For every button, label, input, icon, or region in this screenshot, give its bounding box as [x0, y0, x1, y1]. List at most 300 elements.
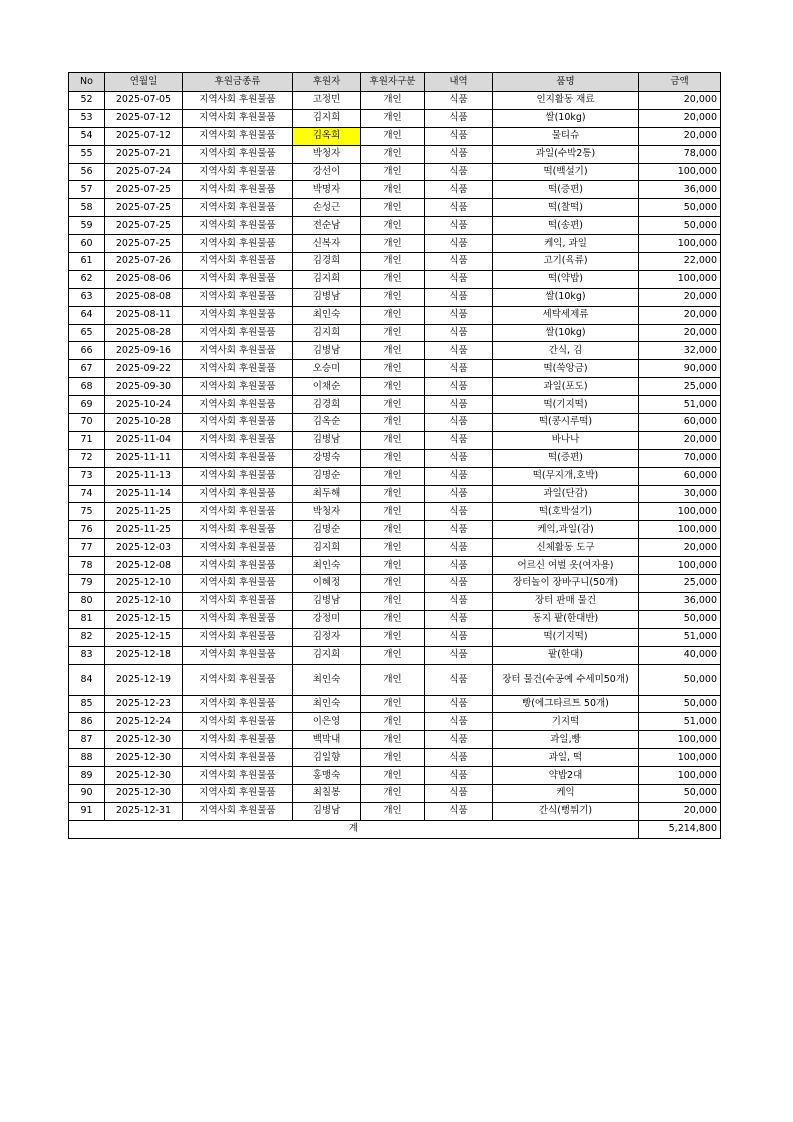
cell-amount: 100,000 [639, 235, 721, 253]
cell-details: 식품 [425, 449, 493, 467]
cell-amount: 36,000 [639, 181, 721, 199]
table-row [69, 360, 721, 378]
cell-donation-type: 지역사회 후원물품 [183, 749, 293, 767]
cell-donor-category: 개인 [361, 784, 425, 802]
table-row [69, 109, 721, 127]
cell-donation-type: 지역사회 후원물품 [183, 557, 293, 575]
cell-details: 식품 [425, 731, 493, 749]
header-item-name: 품명 [493, 73, 639, 92]
cell-donation-type: 지역사회 후원물품 [183, 396, 293, 414]
header-date: 연월일 [105, 73, 183, 92]
cell-amount: 30,000 [639, 485, 721, 503]
cell-donor-category: 개인 [361, 163, 425, 181]
table-row [69, 557, 721, 575]
cell-item-name: 바나나 [493, 431, 639, 449]
cell-donor-category: 개인 [361, 109, 425, 127]
cell-donor: 이은영 [293, 713, 361, 731]
cell-no: 70 [69, 414, 105, 432]
table-header [69, 73, 721, 92]
cell-donor-category: 개인 [361, 664, 425, 695]
cell-details: 식품 [425, 414, 493, 432]
cell-amount: 100,000 [639, 521, 721, 539]
cell-item-name: 어르신 여벌 옷(여자용) [493, 557, 639, 575]
cell-donor: 최인숙 [293, 695, 361, 713]
cell-details: 식품 [425, 467, 493, 485]
cell-date: 2025-07-25 [105, 235, 183, 253]
cell-donation-type: 지역사회 후원물품 [183, 306, 293, 324]
cell-no: 54 [69, 127, 105, 145]
cell-donor: 김옥순 [293, 414, 361, 432]
cell-donor: 김경희 [293, 396, 361, 414]
cell-donation-type: 지역사회 후원물품 [183, 664, 293, 695]
table-row [69, 342, 721, 360]
cell-item-name: 장터 물건(수공예 수세미50개) [493, 664, 639, 695]
cell-item-name: 과일(포도) [493, 378, 639, 396]
total-label: 계 [69, 820, 639, 838]
cell-donation-type: 지역사회 후원물품 [183, 767, 293, 785]
cell-no: 90 [69, 784, 105, 802]
cell-donation-type: 지역사회 후원물품 [183, 467, 293, 485]
cell-details: 식품 [425, 664, 493, 695]
cell-item-name: 기지떡 [493, 713, 639, 731]
cell-donor: 김병남 [293, 802, 361, 820]
table-row [69, 646, 721, 664]
cell-donor-category: 개인 [361, 360, 425, 378]
cell-details: 식품 [425, 127, 493, 145]
cell-no: 82 [69, 628, 105, 646]
cell-item-name: 간식, 김 [493, 342, 639, 360]
cell-item-name: 떡(호박설기) [493, 503, 639, 521]
cell-details: 식품 [425, 713, 493, 731]
cell-details: 식품 [425, 163, 493, 181]
cell-no: 52 [69, 92, 105, 110]
cell-date: 2025-12-30 [105, 749, 183, 767]
header-donor-category: 후원자구분 [361, 73, 425, 92]
cell-amount: 20,000 [639, 324, 721, 342]
cell-amount: 100,000 [639, 767, 721, 785]
cell-no: 64 [69, 306, 105, 324]
cell-date: 2025-11-25 [105, 521, 183, 539]
cell-details: 식품 [425, 92, 493, 110]
cell-no: 79 [69, 575, 105, 593]
cell-donor-category: 개인 [361, 713, 425, 731]
cell-details: 식품 [425, 610, 493, 628]
table-row [69, 306, 721, 324]
cell-no: 59 [69, 217, 105, 235]
cell-item-name: 떡(기지떡) [493, 628, 639, 646]
cell-date: 2025-08-28 [105, 324, 183, 342]
cell-donor: 홍맹숙 [293, 767, 361, 785]
cell-item-name: 떡(무지개,호박) [493, 467, 639, 485]
cell-details: 식품 [425, 802, 493, 820]
cell-donor: 강정미 [293, 610, 361, 628]
cell-donor-category: 개인 [361, 539, 425, 557]
cell-donor-category: 개인 [361, 628, 425, 646]
cell-donor: 최인숙 [293, 557, 361, 575]
cell-donor-category: 개인 [361, 731, 425, 749]
cell-no: 65 [69, 324, 105, 342]
cell-details: 식품 [425, 396, 493, 414]
cell-date: 2025-09-22 [105, 360, 183, 378]
cell-no: 69 [69, 396, 105, 414]
cell-amount: 50,000 [639, 695, 721, 713]
cell-donor-category: 개인 [361, 199, 425, 217]
cell-donor-category: 개인 [361, 802, 425, 820]
cell-no: 77 [69, 539, 105, 557]
cell-amount: 60,000 [639, 467, 721, 485]
cell-donor-category: 개인 [361, 378, 425, 396]
cell-amount: 90,000 [639, 360, 721, 378]
cell-item-name: 쌀(10kg) [493, 288, 639, 306]
cell-amount: 51,000 [639, 628, 721, 646]
cell-donor: 김지희 [293, 646, 361, 664]
cell-donation-type: 지역사회 후원물품 [183, 802, 293, 820]
cell-item-name: 떡(콩시루떡) [493, 414, 639, 432]
table-row [69, 802, 721, 820]
cell-no: 58 [69, 199, 105, 217]
cell-date: 2025-07-25 [105, 217, 183, 235]
cell-donation-type: 지역사회 후원물품 [183, 646, 293, 664]
cell-item-name: 물티슈 [493, 127, 639, 145]
cell-donor: 이혜정 [293, 575, 361, 593]
cell-amount: 50,000 [639, 664, 721, 695]
table-row [69, 163, 721, 181]
cell-item-name: 떡(쑥앙금) [493, 360, 639, 378]
cell-details: 식품 [425, 324, 493, 342]
cell-no: 60 [69, 235, 105, 253]
cell-donation-type: 지역사회 후원물품 [183, 253, 293, 271]
cell-amount: 60,000 [639, 414, 721, 432]
cell-donor: 김경희 [293, 253, 361, 271]
cell-amount: 20,000 [639, 127, 721, 145]
cell-donation-type: 지역사회 후원물품 [183, 163, 293, 181]
cell-date: 2025-10-28 [105, 414, 183, 432]
cell-donation-type: 지역사회 후원물품 [183, 145, 293, 163]
cell-no: 62 [69, 270, 105, 288]
cell-no: 78 [69, 557, 105, 575]
cell-donor: 김지희 [293, 270, 361, 288]
header-amount: 금액 [639, 73, 721, 92]
cell-item-name: 케익 [493, 784, 639, 802]
cell-donor: 최두해 [293, 485, 361, 503]
cell-donor-category: 개인 [361, 127, 425, 145]
cell-date: 2025-07-12 [105, 109, 183, 127]
cell-donor: 강명숙 [293, 449, 361, 467]
cell-donor: 김병남 [293, 431, 361, 449]
cell-item-name: 과일, 떡 [493, 749, 639, 767]
cell-details: 식품 [425, 270, 493, 288]
cell-item-name: 인지활동 재료 [493, 92, 639, 110]
cell-item-name: 떡(찰떡) [493, 199, 639, 217]
cell-donor: 강선이 [293, 163, 361, 181]
cell-details: 식품 [425, 378, 493, 396]
cell-no: 74 [69, 485, 105, 503]
cell-no: 87 [69, 731, 105, 749]
cell-no: 86 [69, 713, 105, 731]
cell-amount: 25,000 [639, 378, 721, 396]
table-footer [69, 820, 721, 838]
table-row [69, 784, 721, 802]
cell-item-name: 신체활동 도구 [493, 539, 639, 557]
cell-date: 2025-10-24 [105, 396, 183, 414]
cell-donation-type: 지역사회 후원물품 [183, 181, 293, 199]
cell-amount: 25,000 [639, 575, 721, 593]
cell-donor: 김명순 [293, 521, 361, 539]
cell-details: 식품 [425, 217, 493, 235]
cell-donation-type: 지역사회 후원물품 [183, 235, 293, 253]
cell-donation-type: 지역사회 후원물품 [183, 199, 293, 217]
cell-donation-type: 지역사회 후원물품 [183, 92, 293, 110]
cell-item-name: 빵(에그타르트 50개) [493, 695, 639, 713]
cell-donor: 박청자 [293, 503, 361, 521]
cell-details: 식품 [425, 431, 493, 449]
table-row [69, 503, 721, 521]
table-row [69, 449, 721, 467]
header-details: 내역 [425, 73, 493, 92]
cell-no: 85 [69, 695, 105, 713]
cell-date: 2025-12-24 [105, 713, 183, 731]
cell-no: 53 [69, 109, 105, 127]
cell-amount: 20,000 [639, 539, 721, 557]
cell-date: 2025-12-30 [105, 731, 183, 749]
cell-date: 2025-11-04 [105, 431, 183, 449]
cell-details: 식품 [425, 360, 493, 378]
cell-donation-type: 지역사회 후원물품 [183, 713, 293, 731]
header-row [69, 73, 721, 92]
cell-donation-type: 지역사회 후원물품 [183, 628, 293, 646]
cell-details: 식품 [425, 503, 493, 521]
cell-donor: 고정민 [293, 92, 361, 110]
cell-item-name: 쌀(10kg) [493, 109, 639, 127]
cell-donor: 손성근 [293, 199, 361, 217]
cell-donor-category: 개인 [361, 288, 425, 306]
total-amount: 5,214,800 [639, 820, 721, 838]
cell-donation-type: 지역사회 후원물품 [183, 217, 293, 235]
cell-donor: 김지희 [293, 109, 361, 127]
cell-donation-type: 지역사회 후원물품 [183, 784, 293, 802]
cell-amount: 100,000 [639, 270, 721, 288]
cell-donation-type: 지역사회 후원물품 [183, 127, 293, 145]
cell-donation-type: 지역사회 후원물품 [183, 695, 293, 713]
cell-item-name: 세탁세제류 [493, 306, 639, 324]
cell-donation-type: 지역사회 후원물품 [183, 109, 293, 127]
header-donation-type: 후원금종류 [183, 73, 293, 92]
cell-no: 81 [69, 610, 105, 628]
cell-no: 63 [69, 288, 105, 306]
cell-donor: 김지희 [293, 324, 361, 342]
cell-details: 식품 [425, 306, 493, 324]
cell-date: 2025-07-24 [105, 163, 183, 181]
cell-item-name: 떡(증편) [493, 449, 639, 467]
cell-item-name: 약밥2대 [493, 767, 639, 785]
table-row [69, 731, 721, 749]
cell-no: 57 [69, 181, 105, 199]
cell-donor: 김지희 [293, 539, 361, 557]
table-row [69, 378, 721, 396]
cell-details: 식품 [425, 557, 493, 575]
cell-donor-category: 개인 [361, 414, 425, 432]
table-row [69, 181, 721, 199]
cell-no: 83 [69, 646, 105, 664]
cell-donor-category: 개인 [361, 449, 425, 467]
cell-date: 2025-12-18 [105, 646, 183, 664]
table-row [69, 521, 721, 539]
cell-donor-category: 개인 [361, 431, 425, 449]
cell-donation-type: 지역사회 후원물품 [183, 731, 293, 749]
cell-donor: 이채순 [293, 378, 361, 396]
cell-item-name: 과일(수박2통) [493, 145, 639, 163]
cell-donor-category: 개인 [361, 145, 425, 163]
cell-donor: 신복자 [293, 235, 361, 253]
donation-ledger-sheet [68, 72, 721, 839]
cell-amount: 100,000 [639, 163, 721, 181]
cell-donation-type: 지역사회 후원물품 [183, 270, 293, 288]
cell-amount: 100,000 [639, 503, 721, 521]
table-row [69, 145, 721, 163]
cell-date: 2025-12-03 [105, 539, 183, 557]
cell-details: 식품 [425, 288, 493, 306]
cell-details: 식품 [425, 539, 493, 557]
cell-donation-type: 지역사회 후원물품 [183, 610, 293, 628]
header-no: No [69, 73, 105, 92]
cell-donor-category: 개인 [361, 767, 425, 785]
cell-details: 식품 [425, 749, 493, 767]
table-row [69, 539, 721, 557]
cell-item-name: 장터 판매 물건 [493, 592, 639, 610]
cell-donor: 김병남 [293, 342, 361, 360]
cell-no: 88 [69, 749, 105, 767]
cell-item-name: 케익,과일(감) [493, 521, 639, 539]
cell-donor-category: 개인 [361, 342, 425, 360]
cell-donation-type: 지역사회 후원물품 [183, 431, 293, 449]
table-row [69, 253, 721, 271]
header-donor: 후원자 [293, 73, 361, 92]
cell-no: 75 [69, 503, 105, 521]
cell-date: 2025-12-19 [105, 664, 183, 695]
table-row [69, 628, 721, 646]
table-row [69, 467, 721, 485]
cell-item-name: 동지 팥(한대반) [493, 610, 639, 628]
cell-donor-category: 개인 [361, 467, 425, 485]
cell-amount: 78,000 [639, 145, 721, 163]
cell-donor-category: 개인 [361, 235, 425, 253]
cell-date: 2025-09-16 [105, 342, 183, 360]
cell-no: 66 [69, 342, 105, 360]
cell-donation-type: 지역사회 후원물품 [183, 521, 293, 539]
cell-date: 2025-11-25 [105, 503, 183, 521]
cell-amount: 50,000 [639, 784, 721, 802]
cell-details: 식품 [425, 767, 493, 785]
cell-date: 2025-12-30 [105, 784, 183, 802]
cell-donor: 김병남 [293, 592, 361, 610]
cell-details: 식품 [425, 521, 493, 539]
cell-amount: 20,000 [639, 92, 721, 110]
table-row [69, 324, 721, 342]
cell-donor: 백막내 [293, 731, 361, 749]
table-row [69, 217, 721, 235]
cell-date: 2025-07-21 [105, 145, 183, 163]
table-row [69, 664, 721, 695]
table-row [69, 270, 721, 288]
cell-item-name: 떡(증편) [493, 181, 639, 199]
cell-details: 식품 [425, 253, 493, 271]
total-row [69, 820, 721, 838]
cell-donor-category: 개인 [361, 503, 425, 521]
table-row [69, 414, 721, 432]
cell-details: 식품 [425, 485, 493, 503]
table-row [69, 767, 721, 785]
cell-amount: 36,000 [639, 592, 721, 610]
cell-amount: 40,000 [639, 646, 721, 664]
cell-donation-type: 지역사회 후원물품 [183, 575, 293, 593]
cell-donation-type: 지역사회 후원물품 [183, 360, 293, 378]
cell-details: 식품 [425, 145, 493, 163]
cell-item-name: 간식(뻥튀기) [493, 802, 639, 820]
cell-item-name: 고기(육류) [493, 253, 639, 271]
cell-item-name: 과일(단감) [493, 485, 639, 503]
cell-donor-category: 개인 [361, 324, 425, 342]
cell-date: 2025-07-25 [105, 199, 183, 217]
cell-date: 2025-12-15 [105, 628, 183, 646]
cell-date: 2025-11-11 [105, 449, 183, 467]
cell-donor-category: 개인 [361, 396, 425, 414]
cell-date: 2025-09-30 [105, 378, 183, 396]
cell-donor-category: 개인 [361, 646, 425, 664]
table-row [69, 288, 721, 306]
table-row [69, 592, 721, 610]
cell-donation-type: 지역사회 후원물품 [183, 288, 293, 306]
table-row [69, 749, 721, 767]
cell-donation-type: 지역사회 후원물품 [183, 485, 293, 503]
cell-donation-type: 지역사회 후원물품 [183, 592, 293, 610]
cell-date: 2025-12-10 [105, 575, 183, 593]
cell-item-name: 떡(약밥) [493, 270, 639, 288]
cell-amount: 50,000 [639, 199, 721, 217]
donation-ledger-table [68, 72, 721, 839]
cell-no: 72 [69, 449, 105, 467]
cell-item-name: 떡(백설기) [493, 163, 639, 181]
cell-item-name: 쌀(10kg) [493, 324, 639, 342]
cell-no: 91 [69, 802, 105, 820]
cell-donor: 김정자 [293, 628, 361, 646]
cell-amount: 70,000 [639, 449, 721, 467]
cell-donor-category: 개인 [361, 270, 425, 288]
cell-date: 2025-08-08 [105, 288, 183, 306]
cell-donor: 최인숙 [293, 664, 361, 695]
cell-amount: 100,000 [639, 731, 721, 749]
cell-no: 61 [69, 253, 105, 271]
cell-no: 68 [69, 378, 105, 396]
cell-donor-category: 개인 [361, 485, 425, 503]
cell-details: 식품 [425, 342, 493, 360]
cell-donor-category: 개인 [361, 749, 425, 767]
cell-donor: 김명순 [293, 467, 361, 485]
cell-donor: 최칠봉 [293, 784, 361, 802]
cell-donation-type: 지역사회 후원물품 [183, 539, 293, 557]
cell-item-name: 떡(기지떡) [493, 396, 639, 414]
cell-details: 식품 [425, 181, 493, 199]
cell-donor: 박청자 [293, 145, 361, 163]
cell-donor-category: 개인 [361, 610, 425, 628]
cell-donor-category: 개인 [361, 92, 425, 110]
table-row [69, 713, 721, 731]
cell-details: 식품 [425, 628, 493, 646]
cell-donor-category: 개인 [361, 253, 425, 271]
cell-details: 식품 [425, 235, 493, 253]
cell-donor-category: 개인 [361, 592, 425, 610]
cell-date: 2025-12-15 [105, 610, 183, 628]
cell-donor-category: 개인 [361, 695, 425, 713]
